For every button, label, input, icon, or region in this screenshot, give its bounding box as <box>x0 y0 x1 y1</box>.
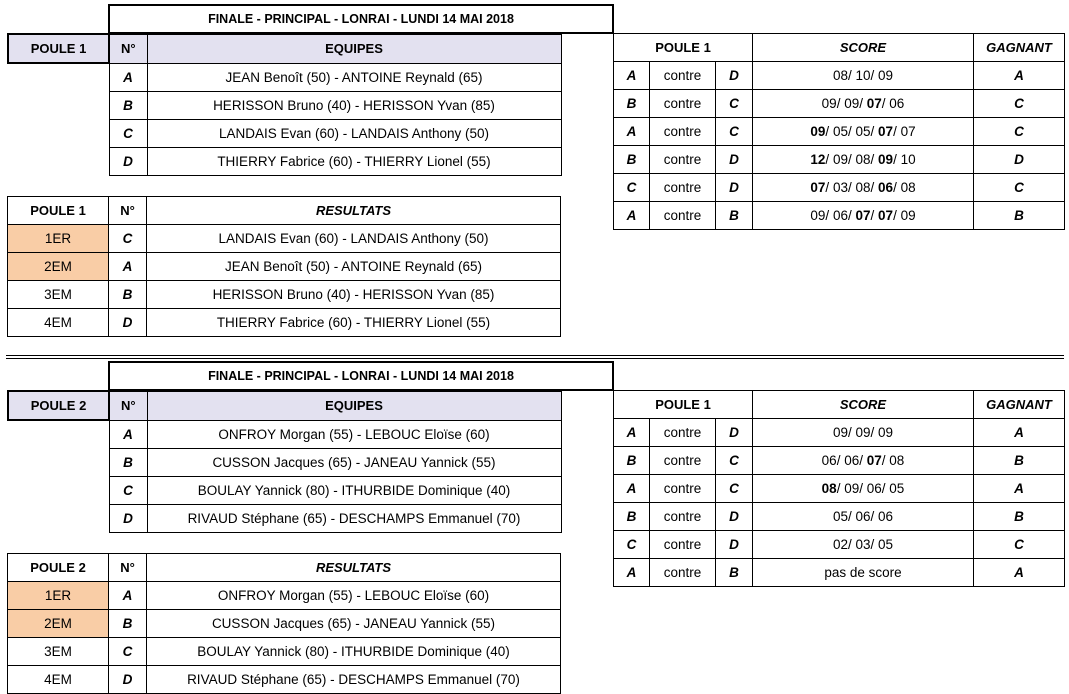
result-name: HERISSON Bruno (40) - HERISSON Yvan (85) <box>147 281 561 309</box>
match-score: 09/ 09/ 09 <box>753 419 974 447</box>
team-letter: B <box>109 448 147 476</box>
team-letter: A <box>109 420 147 448</box>
section-1-title: FINALE - PRINCIPAL - LONRAI - LUNDI 14 MAI 2018 <box>108 4 614 34</box>
results-header-row <box>8 197 561 225</box>
score-set: 06 <box>821 453 837 468</box>
team-name: LANDAIS Evan (60) - LANDAIS Anthony (50) <box>147 119 561 147</box>
score-set: 09 <box>832 425 848 440</box>
result-row <box>8 309 561 337</box>
poule-label: POULE 2 <box>8 391 109 420</box>
match-team-1: A <box>614 202 650 230</box>
score-set: 06 <box>889 96 905 111</box>
result-name: LANDAIS Evan (60) - LANDAIS Anthony (50) <box>147 225 561 253</box>
team-letter: D <box>109 147 147 175</box>
equipes-header: EQUIPES <box>147 391 561 420</box>
team-row <box>8 119 561 147</box>
section-separator <box>6 355 1064 359</box>
match-winner: A <box>974 559 1065 587</box>
match-score: pas de score <box>753 559 974 587</box>
result-name: JEAN Benoît (50) - ANTOINE Reynald (65) <box>147 253 561 281</box>
match-team-1: B <box>614 447 650 475</box>
match-team-1: B <box>614 90 650 118</box>
section-2-teams-table <box>7 390 562 533</box>
match-team-1: A <box>614 419 650 447</box>
match-team-2: C <box>716 90 753 118</box>
score-set: 07 <box>878 124 894 139</box>
score-header: SCORE <box>753 391 974 419</box>
team-letter: C <box>109 119 147 147</box>
result-letter: C <box>109 638 147 666</box>
rank-cell: 2EM <box>8 610 109 638</box>
match-team-2: C <box>716 447 753 475</box>
score-set: 05 <box>889 481 905 496</box>
match-winner: B <box>974 503 1065 531</box>
team-letter: B <box>109 91 147 119</box>
team-row <box>8 91 561 119</box>
contre-label: contre <box>650 62 716 90</box>
team-row <box>8 147 561 175</box>
match-row <box>614 174 1065 202</box>
rank-cell: 4EM <box>8 666 109 694</box>
match-score: 12/ 09/ 08/ 09/ 10 <box>753 146 974 174</box>
match-score: 09/ 06/ 07/ 07/ 09 <box>753 202 974 230</box>
match-team-2: D <box>716 62 753 90</box>
match-team-2: D <box>716 174 753 202</box>
team-row <box>8 63 561 91</box>
result-letter: C <box>109 225 147 253</box>
num-header: N° <box>109 197 147 225</box>
score-set: 07 <box>900 124 916 139</box>
team-name: JEAN Benoît (50) - ANTOINE Reynald (65) <box>147 63 561 91</box>
num-header: N° <box>109 34 147 63</box>
match-row <box>614 475 1065 503</box>
result-row <box>8 610 561 638</box>
score-set: 09 <box>844 96 860 111</box>
contre-label: contre <box>650 447 716 475</box>
score-set: 07 <box>866 96 882 111</box>
score-set: 05 <box>878 537 894 552</box>
match-winner: C <box>974 118 1065 146</box>
rank-cell: 3EM <box>8 281 109 309</box>
contre-label: contre <box>650 419 716 447</box>
result-letter: A <box>109 253 147 281</box>
section-1-matches-table <box>613 33 1065 230</box>
match-winner: B <box>974 447 1065 475</box>
match-winner: A <box>974 62 1065 90</box>
team-name: BOULAY Yannick (80) - ITHURBIDE Dominique (40) <box>147 476 561 504</box>
team-row <box>8 420 561 448</box>
result-row <box>8 225 561 253</box>
match-score: 02/ 03/ 05 <box>753 531 974 559</box>
match-score: 09/ 09/ 07/ 06 <box>753 90 974 118</box>
match-team-1: C <box>614 531 650 559</box>
team-row <box>8 448 561 476</box>
score-set: 06 <box>844 453 860 468</box>
contre-label: contre <box>650 503 716 531</box>
match-poule-label: POULE 1 <box>614 34 753 62</box>
score-set: 08 <box>855 180 871 195</box>
score-set: 05 <box>832 124 848 139</box>
score-set: 05 <box>832 509 848 524</box>
team-name: ONFROY Morgan (55) - LEBOUC Eloïse (60) <box>147 420 561 448</box>
match-team-2: C <box>716 118 753 146</box>
result-letter: D <box>109 309 147 337</box>
result-name: CUSSON Jacques (65) - JANEAU Yannick (55) <box>147 610 561 638</box>
match-row <box>614 146 1065 174</box>
teams-header-row <box>8 391 561 420</box>
rank-cell: 4EM <box>8 309 109 337</box>
score-set: 12 <box>810 152 826 167</box>
match-row <box>614 118 1065 146</box>
poule-label: POULE 1 <box>8 34 109 63</box>
teams-header-row <box>8 34 561 63</box>
score-set: 09 <box>832 152 848 167</box>
score-set: 08 <box>832 68 848 83</box>
score-set: 07 <box>878 208 894 223</box>
team-name: RIVAUD Stéphane (65) - DESCHAMPS Emmanuel (70) <box>147 504 561 532</box>
score-set: 09 <box>900 208 916 223</box>
match-row <box>614 62 1065 90</box>
match-score: 09/ 05/ 05/ 07/ 07 <box>753 118 974 146</box>
match-score: 06/ 06/ 07/ 08 <box>753 447 974 475</box>
contre-label: contre <box>650 90 716 118</box>
match-row <box>614 503 1065 531</box>
score-set: 09 <box>810 124 826 139</box>
score-set: 07 <box>866 453 882 468</box>
match-team-2: C <box>716 475 753 503</box>
result-row <box>8 281 561 309</box>
match-row <box>614 531 1065 559</box>
match-poule-label: POULE 1 <box>614 391 753 419</box>
result-name: THIERRY Fabrice (60) - THIERRY Lionel (55) <box>147 309 561 337</box>
score-set: 09 <box>821 96 837 111</box>
score-set: 06 <box>878 509 894 524</box>
contre-label: contre <box>650 174 716 202</box>
section-2-results-table <box>7 553 561 694</box>
contre-label: contre <box>650 559 716 587</box>
result-row <box>8 582 561 610</box>
score-set: 10 <box>900 152 916 167</box>
score-set: 07 <box>810 180 826 195</box>
contre-label: contre <box>650 118 716 146</box>
match-team-1: A <box>614 559 650 587</box>
match-team-1: A <box>614 62 650 90</box>
result-letter: A <box>109 582 147 610</box>
score-set: 02 <box>832 537 848 552</box>
team-letter: A <box>109 63 147 91</box>
results-header-row <box>8 554 561 582</box>
resultats-header: RESULTATS <box>147 554 561 582</box>
match-winner: C <box>974 531 1065 559</box>
match-winner: A <box>974 419 1065 447</box>
result-name: BOULAY Yannick (80) - ITHURBIDE Dominique (40) <box>147 638 561 666</box>
match-team-1: B <box>614 146 650 174</box>
match-team-2: D <box>716 531 753 559</box>
score-set: 09 <box>878 425 894 440</box>
score-set: 09 <box>878 152 894 167</box>
score-set: 09 <box>810 208 826 223</box>
section-2-matches-table <box>613 390 1065 587</box>
rank-cell: 1ER <box>8 225 109 253</box>
result-name: ONFROY Morgan (55) - LEBOUC Eloïse (60) <box>147 582 561 610</box>
result-row <box>8 666 561 694</box>
match-row <box>614 90 1065 118</box>
match-winner: A <box>974 475 1065 503</box>
match-team-1: C <box>614 174 650 202</box>
match-team-2: D <box>716 146 753 174</box>
score-set: 08 <box>900 180 916 195</box>
section-1-results-table <box>7 196 561 337</box>
section-2-title: FINALE - PRINCIPAL - LONRAI - LUNDI 14 MAI 2018 <box>108 361 614 391</box>
equipes-header: EQUIPES <box>147 34 561 63</box>
score-set: 08 <box>821 481 837 496</box>
result-letter: B <box>109 281 147 309</box>
match-winner: C <box>974 174 1065 202</box>
score-set: 06 <box>878 180 894 195</box>
match-team-2: D <box>716 419 753 447</box>
matches-header-row <box>614 391 1065 419</box>
score-set: 03 <box>832 180 848 195</box>
match-score: 07/ 03/ 08/ 06/ 08 <box>753 174 974 202</box>
resultats-header: RESULTATS <box>147 197 561 225</box>
score-set: 06 <box>866 481 882 496</box>
match-row <box>614 419 1065 447</box>
match-team-2: D <box>716 503 753 531</box>
score-set: 10 <box>855 68 871 83</box>
score-header: SCORE <box>753 34 974 62</box>
match-score: 08/ 09/ 06/ 05 <box>753 475 974 503</box>
team-letter: D <box>109 504 147 532</box>
team-letter: C <box>109 476 147 504</box>
match-team-1: B <box>614 503 650 531</box>
poule-label: POULE 2 <box>8 554 109 582</box>
score-set: 09 <box>855 425 871 440</box>
contre-label: contre <box>650 146 716 174</box>
team-name: THIERRY Fabrice (60) - THIERRY Lionel (55) <box>147 147 561 175</box>
team-name: HERISSON Bruno (40) - HERISSON Yvan (85) <box>147 91 561 119</box>
result-name: RIVAUD Stéphane (65) - DESCHAMPS Emmanuel (70) <box>147 666 561 694</box>
match-team-2: B <box>716 559 753 587</box>
match-row <box>614 559 1065 587</box>
team-row <box>8 504 561 532</box>
num-header: N° <box>109 554 147 582</box>
match-team-1: A <box>614 118 650 146</box>
match-score: 08/ 10/ 09 <box>753 62 974 90</box>
rank-cell: 3EM <box>8 638 109 666</box>
gagnant-header: GAGNANT <box>974 391 1065 419</box>
team-name: CUSSON Jacques (65) - JANEAU Yannick (55) <box>147 448 561 476</box>
score-set: 07 <box>855 208 871 223</box>
team-row <box>8 476 561 504</box>
score-set: 08 <box>855 152 871 167</box>
contre-label: contre <box>650 202 716 230</box>
score-set: 08 <box>889 453 905 468</box>
match-winner: C <box>974 90 1065 118</box>
rank-cell: 2EM <box>8 253 109 281</box>
result-row <box>8 638 561 666</box>
section-1-teams-table <box>7 33 562 176</box>
contre-label: contre <box>650 475 716 503</box>
num-header: N° <box>109 391 147 420</box>
match-team-2: B <box>716 202 753 230</box>
score-set: 09 <box>844 481 860 496</box>
rank-cell: 1ER <box>8 582 109 610</box>
match-score: 05/ 06/ 06 <box>753 503 974 531</box>
score-set: 06 <box>855 509 871 524</box>
matches-header-row <box>614 34 1065 62</box>
contre-label: contre <box>650 531 716 559</box>
match-row <box>614 447 1065 475</box>
score-set: 05 <box>855 124 871 139</box>
match-row <box>614 202 1065 230</box>
match-winner: B <box>974 202 1065 230</box>
score-set: 06 <box>832 208 848 223</box>
poule-label: POULE 1 <box>8 197 109 225</box>
match-winner: D <box>974 146 1065 174</box>
result-letter: D <box>109 666 147 694</box>
result-row <box>8 253 561 281</box>
match-team-1: A <box>614 475 650 503</box>
score-set: 03 <box>855 537 871 552</box>
score-set: 09 <box>878 68 894 83</box>
result-letter: B <box>109 610 147 638</box>
gagnant-header: GAGNANT <box>974 34 1065 62</box>
